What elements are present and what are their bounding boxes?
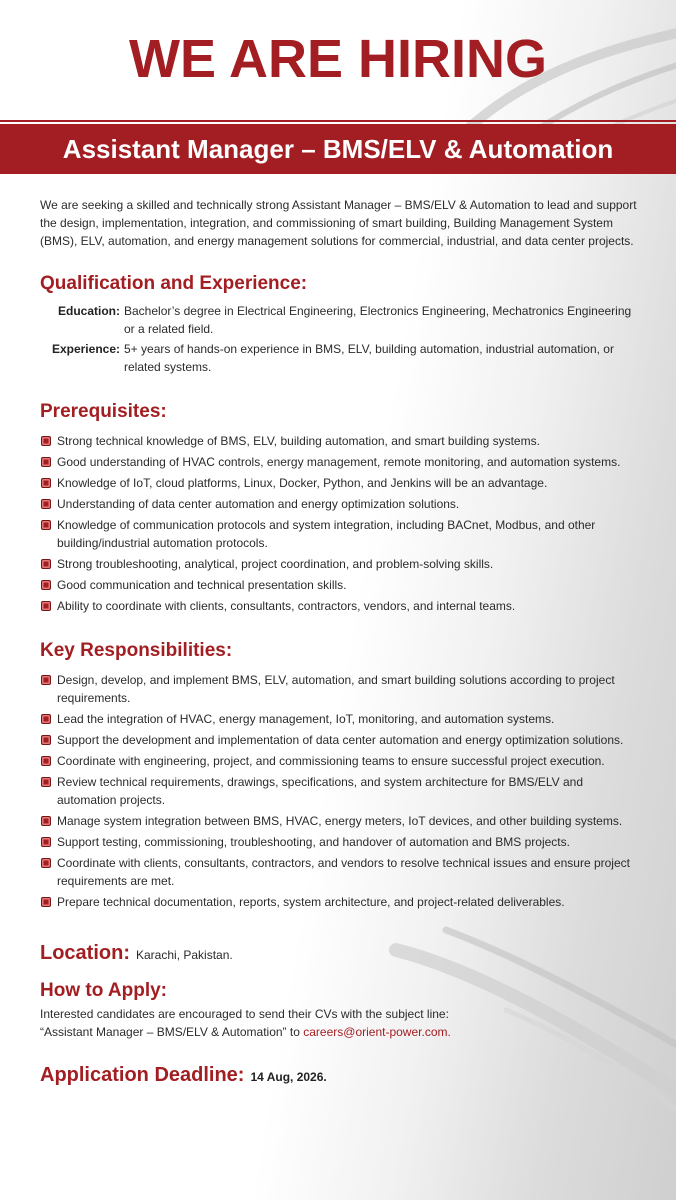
experience-row: [40, 340, 640, 376]
square-bullet-icon: [41, 559, 51, 569]
square-bullet-icon: [41, 580, 51, 590]
list-item: Review technical requirements, drawings, specifications, and system architecture for BMS/ELV and automation projects.: [40, 773, 640, 809]
square-bullet-icon: [41, 897, 51, 907]
square-bullet-icon: [41, 675, 51, 685]
deadline-row: [40, 1063, 640, 1087]
list-item: Knowledge of communication protocols and system integration, including BACnet, Modbus, and other building/industrial automation protocols.: [40, 516, 640, 552]
list-item: Knowledge of IoT, cloud platforms, Linux, Docker, Python, and Jenkins will be an advantage.: [40, 474, 640, 492]
location-label: Location:: [40, 942, 130, 964]
square-bullet-icon: [41, 478, 51, 488]
list-item: Manage system integration between BMS, HVAC, energy meters, IoT devices, and other building systems.: [40, 812, 640, 830]
list-item: Coordinate with engineering, project, and commissioning teams to ensure successful project execution.: [40, 752, 640, 770]
job-title: Assistant Manager – BMS/ELV & Automation: [62, 133, 614, 164]
deadline-value: 14 Aug, 2026.: [250, 1070, 327, 1084]
square-bullet-icon: [41, 837, 51, 847]
job-description: [40, 196, 640, 1087]
hiring-headline: WE ARE HIRING: [129, 29, 547, 89]
education-row: [40, 302, 640, 338]
qualification-section: [40, 302, 640, 376]
responsibilities-list: [40, 671, 640, 911]
list-item: Lead the integration of HVAC, energy management, IoT, monitoring, and automation systems.: [40, 710, 640, 728]
square-bullet-icon: [41, 858, 51, 868]
square-bullet-icon: [41, 499, 51, 509]
apply-line-2: “Assistant Manager – BMS/ELV & Automation” to: [40, 1025, 300, 1039]
square-bullet-icon: [41, 601, 51, 611]
list-item: Ability to coordinate with clients, consultants, contractors, vendors, and internal teams.: [40, 597, 640, 615]
careers-email-link[interactable]: careers@orient-power.com.: [303, 1025, 451, 1039]
deadline-label: Application Deadline:: [40, 1064, 245, 1086]
list-item: Strong technical knowledge of BMS, ELV, building automation, and smart building systems.: [40, 432, 640, 450]
responsibilities-heading: Key Responsibilities:: [40, 640, 233, 661]
square-bullet-icon: [41, 436, 51, 446]
job-title-banner: [0, 124, 676, 174]
square-bullet-icon: [41, 777, 51, 787]
apply-instructions: [40, 1005, 640, 1041]
square-bullet-icon: [41, 756, 51, 766]
education-value: Bachelor’s degree in Electrical Engineering, Electronics Engineering, Mechatronics Engineering or a related field.: [124, 304, 632, 336]
prerequisites-list: [40, 432, 640, 615]
list-item: Good understanding of HVAC controls, energy management, remote monitoring, and automation systems.: [40, 453, 640, 471]
qualification-heading: Qualification and Experience:: [40, 273, 308, 294]
list-item: Strong troubleshooting, analytical, project coordination, and problem-solving skills.: [40, 555, 640, 573]
list-item: Support the development and implementation of data center automation and energy optimization solutions.: [40, 731, 640, 749]
education-label: Education:: [58, 304, 120, 318]
intro-paragraph: We are seeking a skilled and technically strong Assistant Manager – BMS/ELV & Automation to lead and support the design, implementation, integration, and commissioning of smart building, Building Management System (BMS), ELV, automation, and energy management solutions for commercial, industrial, and data center projects.: [40, 198, 637, 248]
list-item: Design, develop, and implement BMS, ELV, automation, and smart building solutions according to project requirements.: [40, 671, 640, 707]
how-to-apply-heading: How to Apply:: [40, 980, 167, 1001]
prerequisites-heading: Prerequisites:: [40, 401, 167, 422]
list-item: Coordinate with clients, consultants, contractors, and vendors to resolve technical issues and ensure project requirements are met.: [40, 854, 640, 890]
experience-label: Experience:: [51, 342, 120, 356]
list-item: Prepare technical documentation, reports, system architecture, and project-related deliverables.: [40, 893, 640, 911]
apply-line-1: Interested candidates are encouraged to send their CVs with the subject line:: [40, 1007, 449, 1021]
list-item: Good communication and technical presentation skills.: [40, 576, 640, 594]
list-item: Understanding of data center automation and energy optimization solutions.: [40, 495, 640, 513]
square-bullet-icon: [41, 520, 51, 530]
experience-value: 5+ years of hands-on experience in BMS, ELV, building automation, industrial automation, or related systems.: [124, 342, 614, 374]
square-bullet-icon: [41, 735, 51, 745]
list-item: Support testing, commissioning, troubleshooting, and handover of automation and BMS projects.: [40, 833, 640, 851]
square-bullet-icon: [41, 457, 51, 467]
square-bullet-icon: [41, 714, 51, 724]
location-value: Karachi, Pakistan.: [136, 948, 233, 962]
square-bullet-icon: [41, 816, 51, 826]
location-row: [40, 941, 640, 965]
